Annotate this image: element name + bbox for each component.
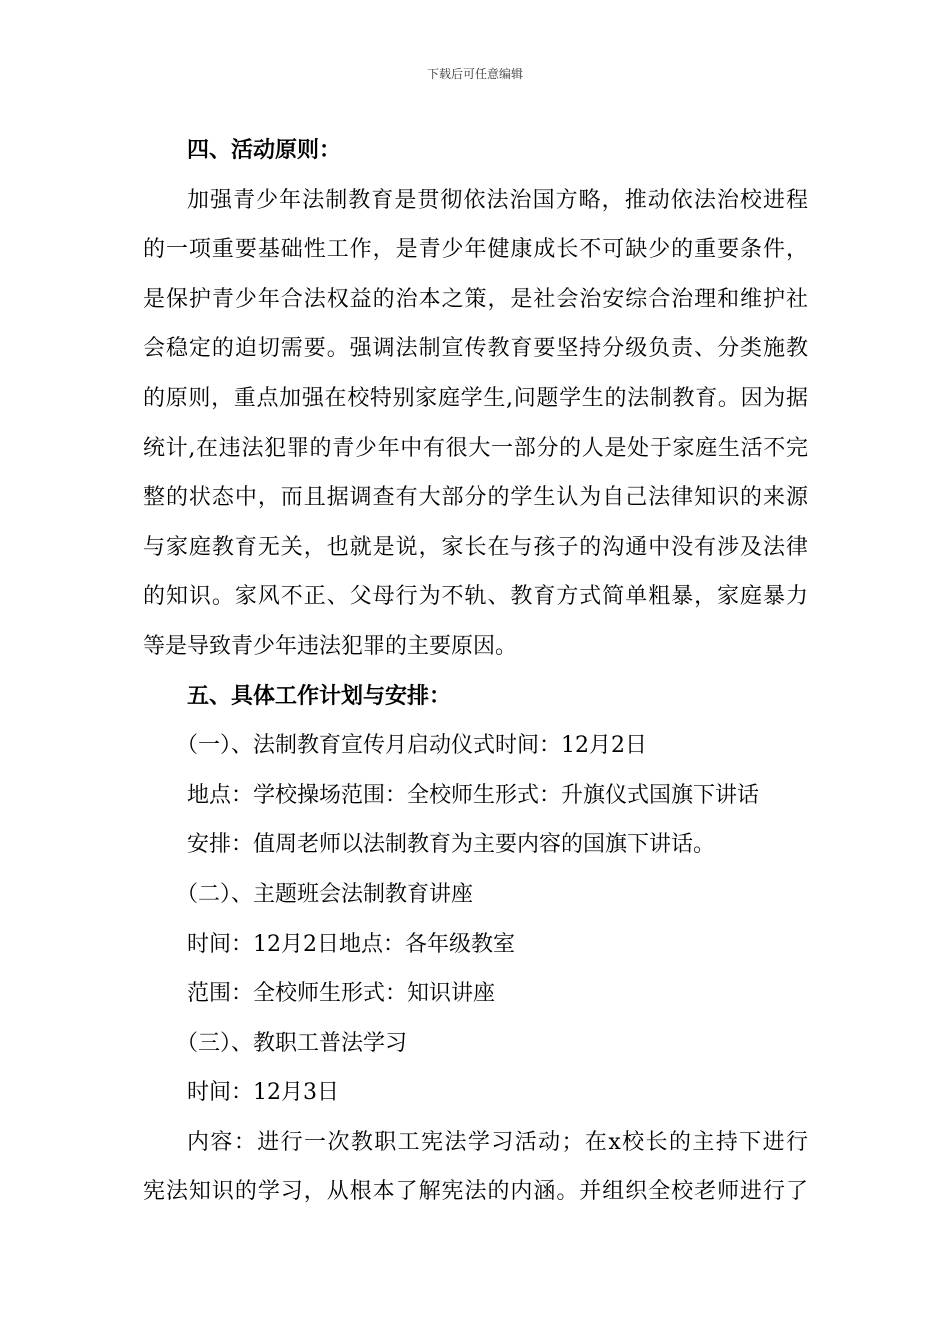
section-heading-principles: 四、活动原则：: [187, 137, 342, 163]
section-heading-plan: 五、具体工作计划与安排：: [187, 682, 452, 709]
detail-line: 安排：值周老师以法制教育为主要内容的国旗下讲话。: [187, 832, 716, 858]
paragraph-line: 宪法知识的学习，从根本了解宪法的内涵。并组织全校老师进行了: [143, 1179, 808, 1205]
detail-line: 时间：12月2日地点：各年级教室: [187, 931, 515, 957]
subsection-heading-launch: （一）、法制教育宣传月启动仪式时间：12月2日: [176, 733, 647, 759]
paragraph-line: 等是导致青少年违法犯罪的主要原因。: [143, 633, 518, 659]
paragraph-line: 与家庭教育无关，也就是说，家长在与孩子的沟通中没有涉及法律: [143, 534, 808, 560]
detail-line: 范围：全校师生形式：知识讲座: [187, 981, 496, 1007]
subsection-heading-class-meeting: （二）、主题班会法制教育讲座: [176, 881, 474, 907]
document-body: [143, 126, 808, 1217]
detail-line: 时间：12月3日: [187, 1080, 339, 1106]
paragraph-line: 加强青少年法制教育是贯彻依法治国方略，推动依法治校进程: [187, 187, 808, 213]
paragraph-line: 内容：进行一次教职工宪法学习活动；在x校长的主持下进行: [187, 1129, 808, 1155]
paragraph-line: 会稳定的迫切需要。强调法制宣传教育要坚持分级负责、分类施教: [143, 336, 808, 362]
page-header: 下载后可任意编辑: [426, 67, 523, 81]
paragraph-line: 整的状态中，而且据调查有大部分的学生认为自己法律知识的来源: [143, 485, 808, 511]
paragraph-line: 统计,在违法犯罪的青少年中有很大一部分的人是处于家庭生活不完: [143, 435, 808, 461]
subsection-heading-staff-study: （三）、教职工普法学习: [176, 1030, 408, 1056]
paragraph-line: 的知识。家风不正、父母行为不轨、教育方式简单粗暴，家庭暴力: [143, 584, 808, 610]
paragraph-line: 的一项重要基础性工作，是青少年健康成长不可缺少的重要条件，: [143, 237, 808, 263]
paragraph-line: 是保护青少年合法权益的治本之策，是社会治安综合治理和维护社: [143, 286, 808, 312]
paragraph-line: 的原则，重点加强在校特别家庭学生,问题学生的法制教育。因为据: [143, 385, 808, 411]
detail-line: 地点：学校操场范围：全校师生形式：升旗仪式国旗下讲话: [187, 782, 760, 808]
